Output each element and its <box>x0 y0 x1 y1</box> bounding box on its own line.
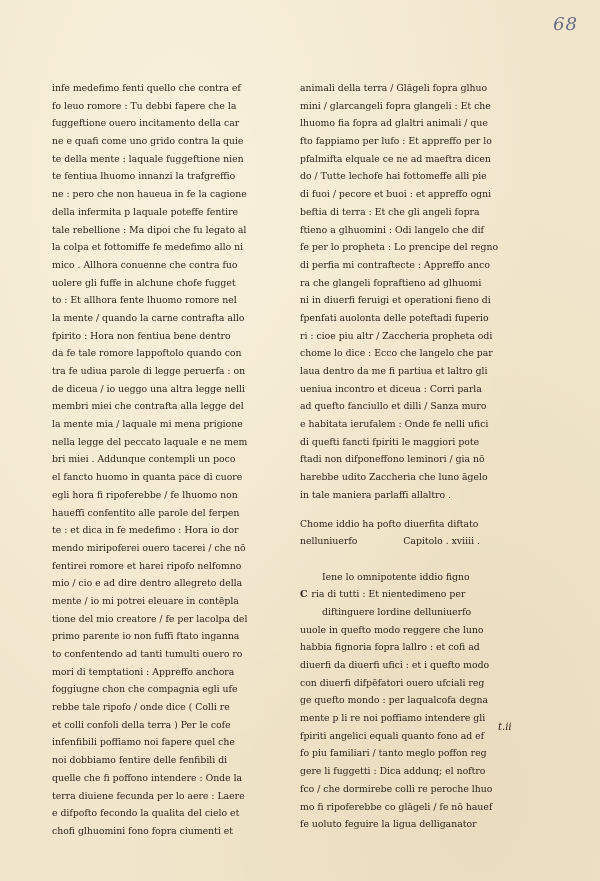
text-line: e habitata ierufalem : Onde fe nelli ufici <box>300 419 489 431</box>
text-line: to : Et allhora fente lhuomo romore nel <box>52 295 237 307</box>
text-line: te : et dica in fe medefimo : Hora io dor <box>52 525 239 537</box>
text-line: fe per lo propheta : Lo prencipe del regno <box>300 242 499 254</box>
chapter-text-line: fco / che dormirebe colli re peroche lhuo <box>300 783 493 795</box>
text-line: pfalmifta elquale ce ne ad maeftra dicen <box>300 153 491 165</box>
text-line: fo leuo romore : Tu debbi fapere che la <box>52 100 237 112</box>
text-line: to confentendo ad tanti tumulti ouero ro <box>52 649 243 660</box>
text-line: harebbe udito Zaccheria che luno āgelo <box>300 472 488 484</box>
text-line: et colli confoli della terra ) Per le cofe <box>52 719 231 731</box>
chapter-initial: C <box>300 589 308 601</box>
text-line: de diceua / io ueggo una altra legge nelli <box>52 383 245 395</box>
text-line: ftadi non difponeffono leminori / gia nō <box>300 454 485 466</box>
text-line: haueffi confentito alle parole del ferpen <box>52 507 240 519</box>
text-line: fuggeftione ouero incitamento della car <box>52 118 240 130</box>
text-line: mini / glarcangeli fopra glangeli : Et che <box>300 100 491 112</box>
chapter-heading <box>300 516 532 551</box>
text-line: te della mente : laquale fuggeftione nien <box>52 153 244 165</box>
text-line: membri miei che contrafta alla legge del <box>52 401 244 413</box>
chapter-text-line <box>300 586 532 604</box>
right-column-text <box>300 80 532 505</box>
text-line: della infermita p laquale poteffe fentire <box>52 206 239 218</box>
text-line: tione del mio creatore / fe per lacolpa del <box>52 613 248 625</box>
text-line: e difpofto fecondo la qualita del cielo et <box>52 808 240 820</box>
text-line: primo parente io non fuffi ftato inganna <box>52 631 240 643</box>
text-line: in tale maniera parlaffi allaltro . <box>300 489 452 501</box>
text-line: terra diuiene fecunda per lo aere : Laere <box>52 790 245 802</box>
chapter-text-line: ge quefto mondo : per laqualcofa degna <box>300 695 489 707</box>
text-line: ad quefto fanciullo et dilli / Sanza muro <box>300 401 487 413</box>
text-line: mendo miripoferei ouero tacerei / che nō <box>52 542 246 554</box>
text-line: infe medefimo fenti quello che contra ef <box>52 83 241 94</box>
text-line: mio / cio e ad dire dentro allegreto della <box>52 578 243 590</box>
text-line: quelle che fi poffono intendere : Onde la <box>52 772 243 784</box>
chapter-text-line: gere li fuggetti : Dica addunq; el noftro <box>300 766 486 778</box>
text-line: infenfibili poffiamo noi fapere quel che <box>52 737 235 749</box>
text-line: di quefti fancti fpiriti le maggiori pote <box>300 436 480 448</box>
left-column <box>52 80 278 841</box>
text-line: ftieno a glhuomini : Odi langelo che dif <box>300 224 484 236</box>
text-line: do / Tutte lechofe hai fottomeffe alli pie <box>300 171 487 183</box>
text-line: rebbe tale ripofo / onde dice ( Colli re <box>52 702 230 714</box>
text-line: animali della terra / Glāgeli fopra glhuo <box>300 83 488 94</box>
text-line: el fancto huomo in quanta pace di cuore <box>52 472 243 484</box>
text-line: tra fe udiua parole di legge peruerfa : on <box>52 366 246 377</box>
text-line: fto fappiamo per lufo : Et appreffo per lo <box>300 136 492 148</box>
chapter-text-line: Iene lo omnipotente iddio figno <box>322 571 470 583</box>
chapter-title-line: Chome iddio ha pofto diuerfita diftato <box>300 518 479 530</box>
text-line: noi dobbiamo fentire delle fenfibili di <box>52 755 228 767</box>
text-line: fpenfati auolonta delle poteftadi fuperio <box>300 312 489 324</box>
text-line: da fe tale romore lappoftolo quando con <box>52 348 242 360</box>
chapter-text-line: mo fi ripoferebbe co glāgeli / fe nō hauef <box>300 801 493 813</box>
chapter-text-line: fe uoluto feguire la ligua delliganator <box>300 819 477 831</box>
text-line: la mente mia / laquale mi mena prigione <box>52 419 243 431</box>
text-line: tale rebellione : Ma dipoi che fu legato al <box>52 224 247 236</box>
text-line: ni in diuerfi feruigi et operationi fieno di <box>300 295 491 307</box>
chapter-title-line-2 <box>300 533 532 551</box>
text-line: ne e quafi come uno grido contra la quie <box>52 136 244 148</box>
text-line: foggiugne chon che compagnia egli ufe <box>52 684 238 696</box>
text-line: mente / io mi potrei eleuare in contēpla <box>52 595 239 607</box>
chapter-text-line: con diuerfi difpēfatori ouero ufciali reg <box>300 677 485 689</box>
text-line: mori di temptationi : Appreffo anchora <box>52 666 235 678</box>
text-line: egli hora fi ripoferebbe / fe lhuomo non <box>52 489 238 501</box>
text-line: di perfia mi contraftecte : Appreffo anco <box>300 259 490 271</box>
chapter-body <box>300 569 532 834</box>
text-line: bri miei . Addunque contempli un poco <box>52 454 236 466</box>
chapter-number: Capitolo . xviiii . <box>403 536 480 548</box>
text-line: mico . Allhora conuenne che contra fuo <box>52 259 238 271</box>
chapter-text-line: diuerfi da diuerfi ufici : et i quefto modo <box>300 660 490 671</box>
text-line: fpirito : Hora non fentiua bene dentro <box>52 330 231 342</box>
text-line: laua dentro da me fi partiua et laltro gli <box>300 366 488 377</box>
text-line: ri : cioe piu altr / Zaccheria propheta odi <box>300 330 493 342</box>
chapter-text-line: fo piu familiari / tanto meglo poffon reg <box>300 748 487 760</box>
text-line: ueniua incontro et diceua : Corri parla <box>300 383 482 395</box>
text-line: fentirei romore et harei ripofo nelfomno <box>52 560 242 572</box>
chapter-text-line: diftinguere lordine delluniuerfo <box>322 606 472 618</box>
chapter-text-line: fpiriti angelici equali quanto fono ad ef <box>300 730 485 742</box>
text-line: uolere gli fuffe in alchune chofe fugget <box>52 277 236 289</box>
text-line: ne : pero che non haueua in fe la cagione <box>52 189 247 201</box>
chapter-text-line: uuole in quefto modo reggere che luno <box>300 624 484 636</box>
chapter-text-fragment: ria di tutti : Et nientedimeno per <box>311 589 466 601</box>
signature-mark: t.ii <box>498 722 512 733</box>
text-line: beftia di terra : Et che gli angeli fopra <box>300 206 480 218</box>
right-column <box>300 80 532 834</box>
text-line: te fentiua lhuomo innanzi la trafgreffio <box>52 171 236 183</box>
chapter-text-line: mente p li re noi poffiamo intendere gli <box>300 713 486 725</box>
text-line: nella legge del peccato laquale e ne mem <box>52 436 248 448</box>
text-line: chofi glhuomini fono fopra ciumenti et <box>52 825 234 837</box>
folio-number: 68 <box>553 14 578 35</box>
text-line: la colpa et fottomiffe fe medefimo allo ni <box>52 242 244 254</box>
text-line: la mente / quando la carne contrafta allo <box>52 312 245 324</box>
text-line: ra che glangeli fopraftieno ad glhuomi <box>300 277 482 289</box>
text-line: di fuoi / pecore et buoi : et appreffo ogni <box>300 189 492 201</box>
text-line: lhuomo fia fopra ad glaltri animali / que <box>300 118 488 130</box>
chapter-title-word: nelluniuerfo <box>300 536 358 548</box>
chapter-text-line: habbia fignoria fopra lallro : et cofi ad <box>300 642 480 654</box>
text-line: chome lo dice : Ecco che langelo che par <box>300 348 493 360</box>
